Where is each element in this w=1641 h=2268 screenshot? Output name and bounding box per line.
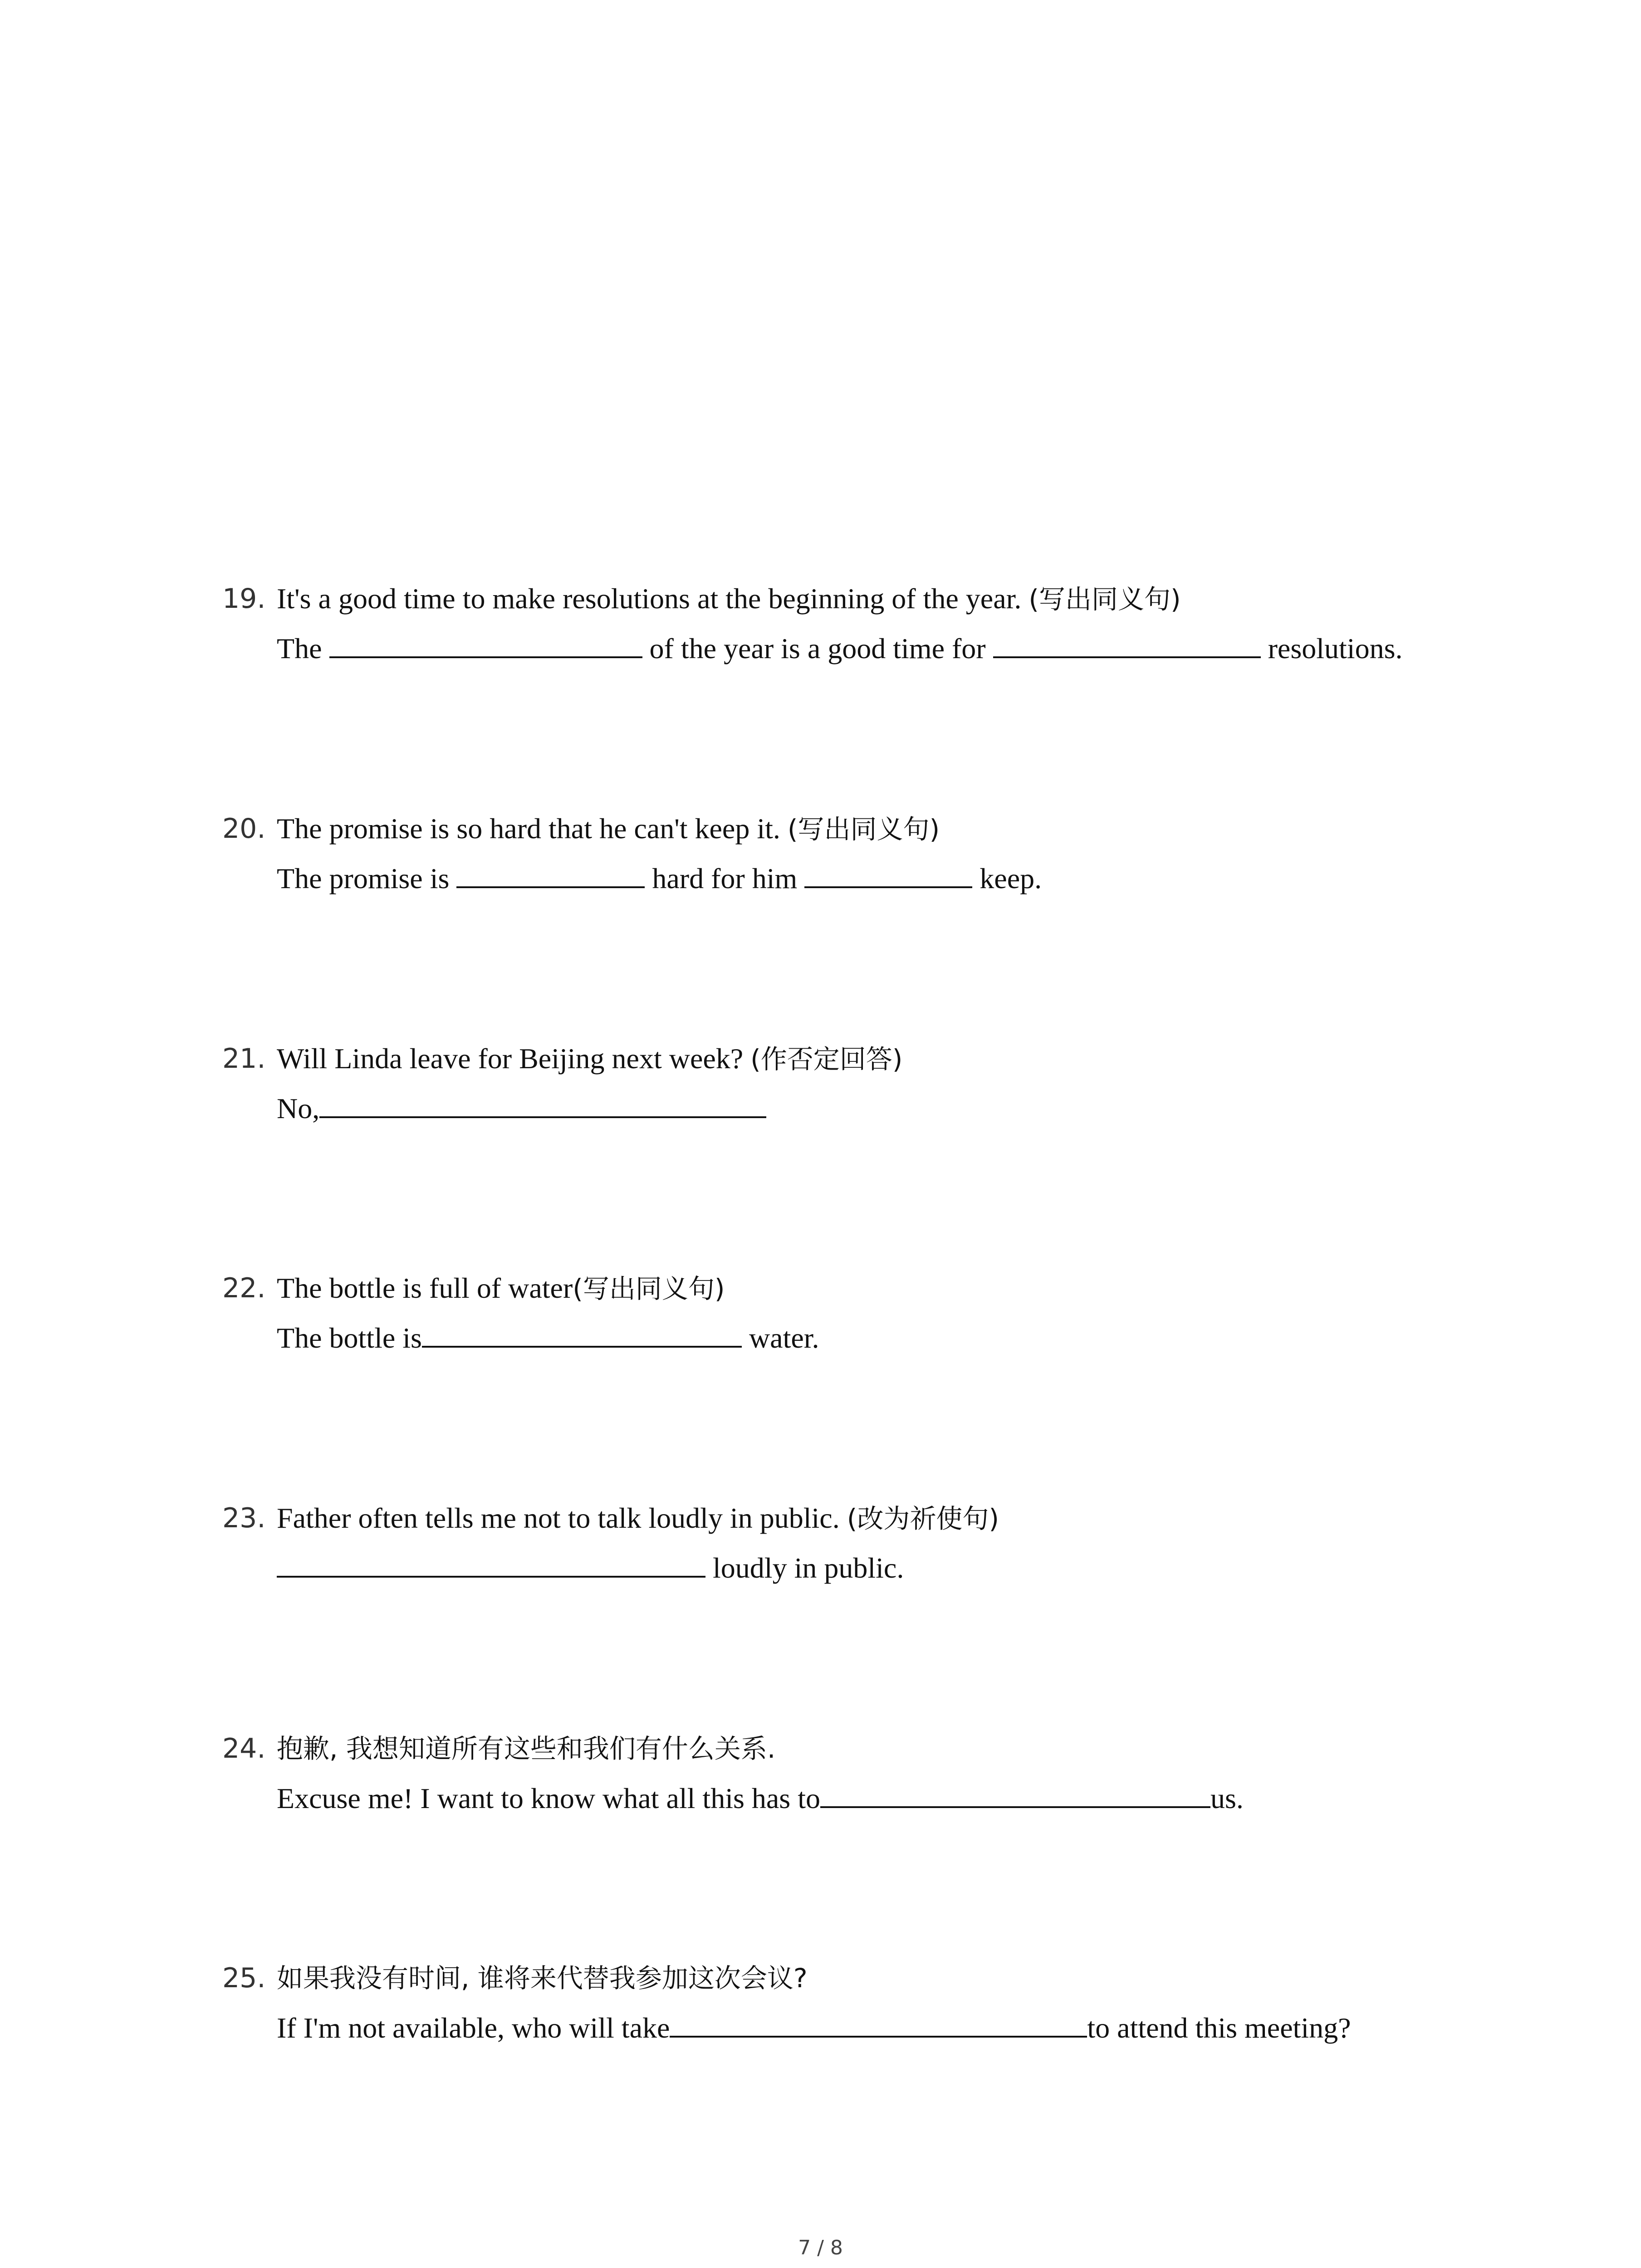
question-prompt: It's a good time to make resolutions at the beginning of the year. (写出同义句) — [277, 582, 1181, 615]
question-prompt: The bottle is full of water(写出同义句) — [277, 1272, 725, 1304]
question-instruction: (写出同义句) — [573, 1273, 725, 1304]
question-22 — [222, 1263, 1493, 1363]
question-prompt-line — [222, 1953, 1493, 2003]
question-number: 22. — [222, 1272, 266, 1304]
question-number: 23. — [222, 1502, 266, 1534]
question-25 — [222, 1953, 1493, 2053]
answer-blank[interactable] — [804, 855, 972, 888]
question-prompt-line — [222, 574, 1493, 624]
question-20 — [222, 804, 1493, 904]
question-prompt-line — [222, 1263, 1493, 1313]
question-19 — [222, 574, 1493, 674]
answer-blank[interactable] — [329, 625, 642, 658]
answer-line: Excuse me! I want to know what all this has to us. — [222, 1774, 1493, 1823]
answer-line: loudly in public. — [222, 1543, 1493, 1593]
question-prompt: Father often tells me not to talk loudly in public. (改为祈使句) — [277, 1502, 999, 1534]
answer-blank[interactable] — [993, 625, 1261, 658]
question-instruction: (写出同义句) — [787, 814, 940, 845]
answer-line: The bottle is water. — [222, 1313, 1493, 1363]
answer-blank[interactable] — [820, 1774, 1210, 1808]
question-21 — [222, 1034, 1493, 1134]
question-number: 21. — [222, 1043, 266, 1075]
answer-line: No, — [222, 1084, 1493, 1134]
question-prompt: 如果我没有时间, 谁将来代替我参加这次会议? — [277, 1963, 808, 1994]
page-number: 7 / 8 — [798, 2236, 843, 2259]
question-prompt-line — [222, 1034, 1493, 1084]
question-instruction: (改为祈使句) — [847, 1503, 999, 1534]
answer-blank[interactable] — [456, 855, 645, 888]
question-prompt-line — [222, 804, 1493, 854]
question-number: 20. — [222, 813, 266, 845]
answer-line: The promise is hard for him keep. — [222, 854, 1493, 904]
question-23 — [222, 1493, 1493, 1593]
question-prompt: Will Linda leave for Beijing next week? (作否定回答) — [277, 1042, 903, 1075]
question-prompt: 抱歉, 我想知道所有这些和我们有什么关系. — [277, 1733, 776, 1764]
question-number: 19. — [222, 583, 266, 615]
answer-blank[interactable] — [670, 2004, 1087, 2038]
answer-blank[interactable] — [319, 1085, 766, 1118]
question-number: 24. — [222, 1733, 266, 1765]
question-instruction: (写出同义句) — [1029, 584, 1181, 615]
question-prompt-line — [222, 1493, 1493, 1543]
question-number: 25. — [222, 1962, 266, 1994]
question-24 — [222, 1724, 1493, 1823]
answer-line: If I'm not available, who will take to attend this meeting? — [222, 2003, 1493, 2053]
answer-blank[interactable] — [422, 1314, 742, 1348]
answer-blank[interactable] — [277, 1544, 705, 1578]
question-instruction: (作否定回答) — [750, 1044, 903, 1075]
answer-line: The of the year is a good time for resolutions. — [222, 624, 1493, 674]
question-prompt-line — [222, 1724, 1493, 1774]
question-prompt: The promise is so hard that he can't keep it. (写出同义句) — [277, 812, 940, 845]
